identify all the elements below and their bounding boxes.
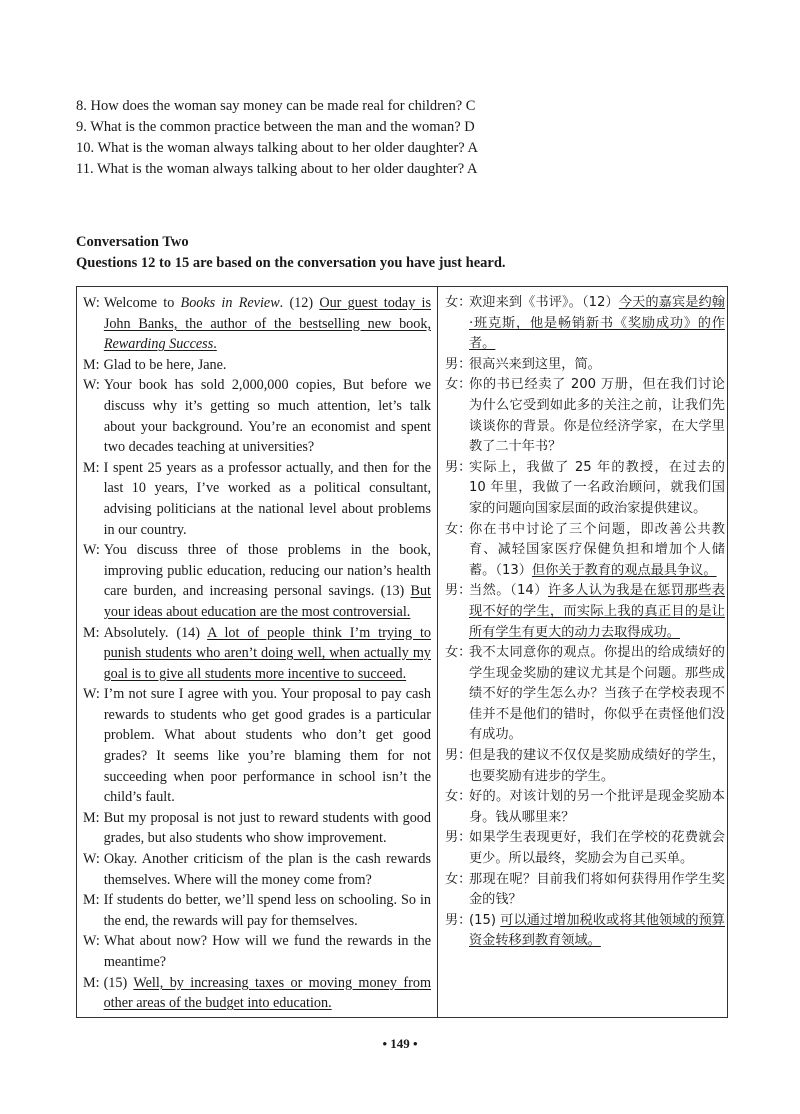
utterance-text: [104, 684, 431, 808]
utterance-segment: You discuss three of those problems in the book, improving public education, reducing our nation’s health care burden, and increasing personal savings. (13): [103, 542, 431, 600]
section-header: [76, 232, 756, 274]
utterance-segment: 当然。（14）: [469, 583, 548, 599]
chinese-turn: [445, 870, 725, 911]
chinese-turn: [445, 355, 725, 376]
utterance-segment: 实际上，我做了 25 年的教授，在过去的 10 年里，我做了一名政治顾问，就我们国家的问题向国家层面的政治家提供建议。: [469, 459, 725, 516]
section-title: Conversation Two: [76, 234, 189, 250]
page-number: • 149 •: [382, 1036, 418, 1051]
english-turn: [83, 684, 431, 808]
utterance-text: [469, 355, 725, 376]
chinese-turn: [445, 787, 725, 828]
chinese-turn: [445, 746, 725, 787]
underlined-answer-text: A lot of people think I’m trying to punish students who aren’t doing well, when actually my goal is to give all students more incentive to succeed.: [103, 624, 431, 682]
utterance-text: [104, 540, 431, 622]
utterance-text: [469, 293, 725, 355]
underlined-answer-text: 今天的嘉宾是约翰·班克斯，他是畅销新书《奖励成功》的作者。: [469, 295, 725, 352]
english-turn: [83, 808, 431, 849]
utterance-text: [104, 808, 431, 849]
speaker-label: 女：: [445, 789, 472, 805]
speaker-label: 男：: [445, 356, 472, 372]
speaker-label: M:: [83, 974, 100, 991]
utterance-segment: I spent 25 years as a professor actually, and then for the last 10 years, I’ve worked as a political consultant, advising politicians at the national level about problems in our country.: [103, 459, 431, 538]
utterance-text: [104, 890, 431, 931]
utterance-segment: . (12): [279, 295, 320, 311]
utterance-segment: Okay. Another criticism of the plan is the cash rewards themselves. Where will the money come from?: [103, 851, 431, 888]
utterance-text: [469, 911, 725, 952]
english-turn: [83, 973, 431, 1014]
utterance-segment: What about now? How will we fund the rewards in the meantime?: [103, 933, 431, 970]
speaker-label: 女：: [445, 871, 472, 887]
underlined-answer-text: 许多人认为我是在惩罚那些表现不好的学生，而实际上我的真正目的是让所有学生有更大的动力去取得成功。: [469, 583, 725, 640]
utterance-text: [104, 355, 431, 376]
speaker-label: M:: [83, 459, 100, 476]
speaker-label: 女：: [445, 645, 472, 661]
question-11: 11. What is the woman always talking about to her older daughter? A: [76, 161, 478, 177]
utterance-text: [469, 746, 725, 787]
utterance-text: [469, 520, 725, 582]
speaker-label: W:: [83, 686, 100, 703]
english-turn: [83, 931, 431, 972]
conversation-table: [76, 286, 728, 1018]
utterance-segment: 你在书中讨论了三个问题，即改善公共教育、减轻国家医疗保健负担和增加个人储蓄。（13）: [469, 521, 725, 578]
speaker-label: 男：: [445, 459, 472, 475]
utterance-segment: (15): [103, 974, 134, 991]
chinese-turn: [445, 643, 725, 746]
utterance-segment: Welcome to: [103, 295, 181, 311]
question-list: [76, 96, 736, 180]
speaker-label: M:: [83, 892, 100, 909]
speaker-label: W:: [83, 542, 100, 559]
speaker-label: 男：: [445, 583, 472, 599]
speaker-label: 女：: [445, 521, 472, 537]
underlined-answer-text: .: [213, 336, 217, 353]
utterance-segment: Absolutely. (14): [103, 624, 208, 641]
chinese-turn: [445, 293, 725, 355]
utterance-segment: 如果学生表现更好，我们在学校的花费就会更少。所以最终，奖励会为自己买单。: [469, 830, 725, 867]
utterance-segment: 欢迎来到《书评》。（12）: [469, 295, 619, 310]
speaker-label: W:: [83, 377, 100, 394]
chinese-turn: [445, 520, 725, 582]
english-turn: [83, 849, 431, 890]
utterance-text: [469, 581, 725, 643]
utterance-segment: If students do better, we’ll spend less on schooling. So in the end, the rewards will pay for themselves.: [103, 892, 431, 929]
english-turn: [83, 623, 431, 685]
utterance-segment: Glad to be here, Jane.: [103, 356, 227, 373]
utterance-segment: 但是我的建议不仅仅是奖励成绩好的学生，也要奖励有进步的学生。: [469, 748, 725, 784]
question-10: 10. What is the woman always talking about to her older daughter? A: [76, 140, 479, 156]
section-subtitle: Questions 12 to 15 are based on the conversation you have just heard.: [76, 255, 506, 271]
question-9: 9. What is the common practice between the man and the woman? D: [76, 119, 475, 135]
underlined-answer-text: Rewarding Success: [103, 336, 214, 353]
speaker-label: 女：: [445, 377, 472, 393]
chinese-translation: [445, 293, 725, 952]
utterance-text: [104, 849, 431, 890]
speaker-label: M:: [83, 809, 100, 826]
chinese-turn: [445, 375, 725, 457]
utterance-segment: But my proposal is not just to reward students with good grades, but also students who show improvement.: [103, 809, 431, 847]
chinese-turn: [445, 911, 725, 952]
chinese-turn: [445, 828, 725, 869]
chinese-turn: [445, 581, 725, 643]
speaker-label: 男：: [445, 912, 472, 928]
utterance-text: [469, 375, 725, 457]
underlined-answer-text: 但你关于教育的观点最具争议。: [531, 562, 717, 578]
speaker-label: W:: [83, 295, 100, 311]
english-transcript: [83, 293, 431, 1014]
column-divider: [437, 287, 438, 1017]
underlined-answer-text: But your ideas about education are the most controversial.: [103, 583, 431, 620]
utterance-segment: 你的书已经卖了 200 万册，但在我们讨论为什么它受到如此多的关注之前，让我们先谈谈你的背景。你是位经济学家，在大学里教了二十年书？: [469, 377, 725, 455]
utterance-text: [104, 375, 431, 457]
utterance-text: [104, 458, 431, 540]
speaker-label: M:: [83, 356, 100, 373]
speaker-label: 女：: [445, 295, 472, 310]
utterance-segment: 那现在呢？目前我们将如何获得用作学生奖金的钱？: [469, 871, 725, 908]
utterance-text: [469, 643, 725, 746]
utterance-segment: 很高兴来到这里，简。: [469, 356, 601, 372]
speaker-label: W:: [83, 851, 100, 868]
question-8: 8. How does the woman say money can be made real for children? C: [76, 98, 476, 114]
chinese-turn: [445, 458, 725, 520]
utterance-text: [104, 973, 431, 1014]
english-turn: [83, 458, 431, 540]
english-turn: [83, 293, 431, 355]
utterance-text: [104, 293, 431, 355]
english-turn: [83, 540, 431, 622]
english-turn: [83, 375, 431, 457]
utterance-segment: 我不太同意你的观点。你提出的给成绩好的学生现金奖励的建议尤其是个问题。那些成绩不好的学生怎么办？当孩子在学校表现不佳并不是他们的错时，你似乎在责怪他们没有成功。: [469, 645, 725, 743]
speaker-label: 男：: [445, 830, 472, 846]
utterance-segment: Your book has sold 2,000,000 copies, But before we discuss why it’s getting so much attention, let’s talk about your background. You’re an economist and spent two decades teaching at universities?: [103, 377, 431, 456]
underlined-answer-text: Well, by increasing taxes or moving money from other areas of the budget into education.: [103, 974, 431, 1012]
speaker-label: M:: [83, 624, 100, 641]
utterance-segment: 好的。对该计划的另一个批评是现金奖励本身。钱从哪里来？: [469, 789, 725, 825]
underlined-answer-text: 可以通过增加税收或将其他领域的预算资金转移到教育领域。: [469, 912, 725, 949]
utterance-text: [469, 787, 725, 828]
utterance-segment: Books in Review: [180, 295, 280, 311]
underlined-answer-text: Our guest today is John Banks, the author of the bestselling new book,: [103, 295, 432, 332]
utterance-segment: I’m not sure I agree with you. Your proposal to pay cash rewards to students who get good grades is a particular problem. What about students who don’t get good grades? It seems like you’re blaming them for not succeeding when poor performance in school isn’t the child’s fault.: [103, 686, 431, 806]
utterance-text: [104, 623, 431, 685]
utterance-text: [469, 458, 725, 520]
utterance-text: [469, 870, 725, 911]
utterance-text: [104, 931, 431, 972]
english-turn: [83, 355, 431, 376]
utterance-text: [469, 828, 725, 869]
speaker-label: 男：: [445, 748, 472, 764]
speaker-label: W:: [83, 933, 100, 950]
english-turn: [83, 890, 431, 931]
utterance-segment: (15): [469, 912, 501, 928]
